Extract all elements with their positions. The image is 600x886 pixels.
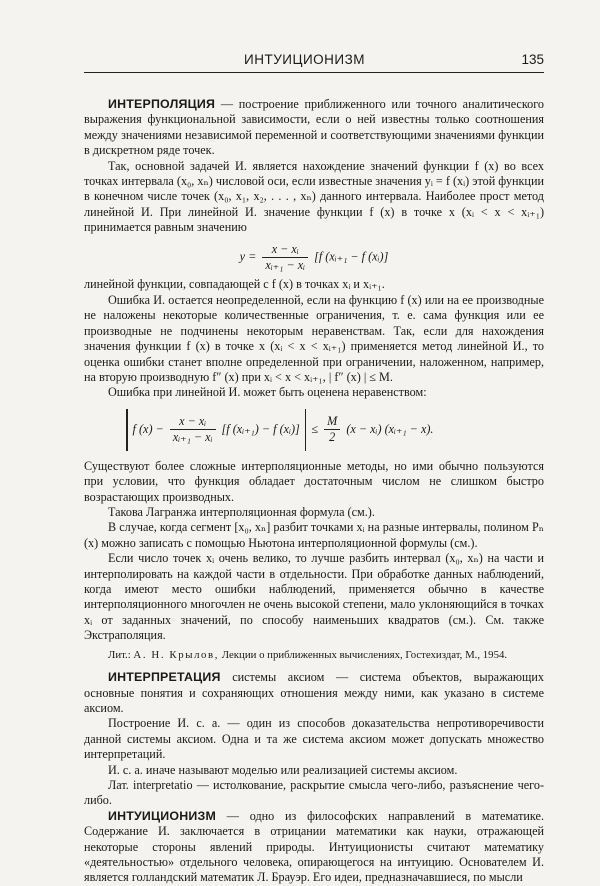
error-estimate-formula: f (x) − $\frac{\text{x − xᵢ}}{\text{xᵢ₊₁ − xᵢ}}$ [f (xᵢ₊₁) − f (xᵢ)] ≤ $\frac{M}{2}$ (x − xᵢ) (xᵢ₊₁ − x). [124, 409, 544, 451]
article-body [84, 97, 544, 886]
abs-bar-right [305, 409, 307, 451]
interpolation-paragraph: Если число точек xᵢ очень велико, то лучше разбить интервал (x₀, xₙ) на части и интерполировать на каждой части в отдельности. При обработке данных наблюдений, когда имеют место ошибки наблюдений, применяется обычно в качестве интерполяционного многочлен не очень высокой степени, мало уклоняющийся в точках xᵢ от заданных значений, по способу наименьших квадратов (см.). См. также Экстраполяция. [84, 551, 544, 643]
interpretation-paragraph: Построение И. с. а. — один из способов доказательства непротиворечивости данной системы аксиом. Одна и та же система аксиом может допускать множество интерпретаций. [84, 716, 544, 762]
interpolation-paragraph: Ошибка при линейной И. может быть оценена неравенством: [108, 385, 427, 400]
linear-interpolation-formula: y = $\frac{\text{x − xᵢ}}{\text{xᵢ₊₁ − xᵢ}}$ [f (xᵢ₊₁ − f (xᵢ)] [239, 241, 389, 273]
abs-bar-left [126, 409, 128, 451]
interpolation-intro: ИНТЕРПОЛЯЦИЯ — построение приближенного или точного аналитического выражения функциональной зависимости, если о ней известны только соотношения между значениями независимой переменной и соответствующими значениями функции в дискретном ряде точек. [84, 97, 544, 158]
literature-reference: Лит.: А. Н. Крылов, Лекции о приближенных вычислениях, Гостехиздат, М., 1954. [108, 648, 508, 661]
interpolation-paragraph: Существуют более сложные интерполяционные методы, но ими обычно пользуются при условии, что функция обладает достаточным числом не слишком быстро возрастающих производных. [84, 458, 544, 504]
page-header [84, 52, 544, 73]
interpretation-paragraph: Лат. interpretatio — истолкование, раскрытие смысла чего-либо, разъяснение чего-либо. [84, 777, 544, 808]
interpolation-paragraph: линейной функции, совпадающей с f (x) в точках xᵢ и xᵢ₊₁. [84, 277, 385, 292]
interpretation-intro: ИНТЕРПРЕТАЦИЯ системы аксиом — система объектов, выражающих основные понятия и сохраняющих отношения между ними, как указано в системе аксиом. [84, 670, 545, 715]
term-intuitionism: ИНТУИЦИОНИЗМ [108, 808, 216, 823]
running-head: ИНТУИЦИОНИЗМ [244, 52, 366, 67]
interpolation-paragraph: В случае, когда сегмент [x₀, xₙ] разбит точками xᵢ на разные интервалы, полином Pₙ (x) можно записать с помощью Ньютона интерполяционной формулы (см.). [84, 520, 544, 550]
term-interpolation: ИНТЕРПОЛЯЦИЯ [108, 97, 216, 111]
term-interpretation: ИНТЕРПРЕТАЦИЯ [108, 670, 221, 685]
page-number: 135 [521, 52, 544, 67]
interpretation-paragraph: И. с. а. иначе называют моделью или реализацией системы аксиом. [108, 762, 458, 777]
interpolation-paragraph: Так, основной задачей И. является нахождение значений функции f (x) во всех точках интервала (x₀, xₙ) числовой оси, если известные значения yᵢ = f (xᵢ) этой функции в конечном числе точек (x₀, x₁, x₂, . . . , xₙ) данного интервала. Наиболее прост метод линейной И. При линейной И. значение функции f (x) в точке x (xᵢ < x < xᵢ₊₁) принимается равным значению [84, 158, 544, 235]
fraction: $\frac{\text{x − xᵢ}}{\text{xᵢ₊₁ − xᵢ}}$ [170, 414, 216, 446]
fraction: $\frac{\text{x − xᵢ}}{\text{xᵢ₊₁ − xᵢ}}$ [262, 242, 308, 274]
interpolation-paragraph: Такова Лагранжа интерполяционная формула (см.). [108, 504, 375, 519]
intuitionism-intro: ИНТУИЦИОНИЗМ — одно из философских направлений в математике. Содержание И. заключается в отрицании математики как науки, отражающей некоторые стороны явлений природы. Интуиционисты считают математику «деятельностью» отдельного человека, опирающегося на интуицию. Основателем И. является голландский математик Л. Брауэр. Его идеи, предназначавшиеся, по мысли [84, 808, 545, 885]
interpolation-paragraph: Ошибка И. остается неопределенной, если на функцию f (x) или на ее производные не наложены некоторые количественные ограничения, т. е. сама функция или ее производные не подчинены некоторым неравенствам. Так, если для нахождения значения функции f (x) в точке x (xᵢ < x < xᵢ₊₁) применяется метод линейной И., то оценка ошибки станет вполне определенной при ограничении, наложенном, например, на вторую производную f″ (x) при xᵢ < x < xᵢ₊₁, | f″ (x) | ≤ M. [84, 292, 544, 384]
fraction: $\frac{M}{2}$ [324, 414, 340, 446]
